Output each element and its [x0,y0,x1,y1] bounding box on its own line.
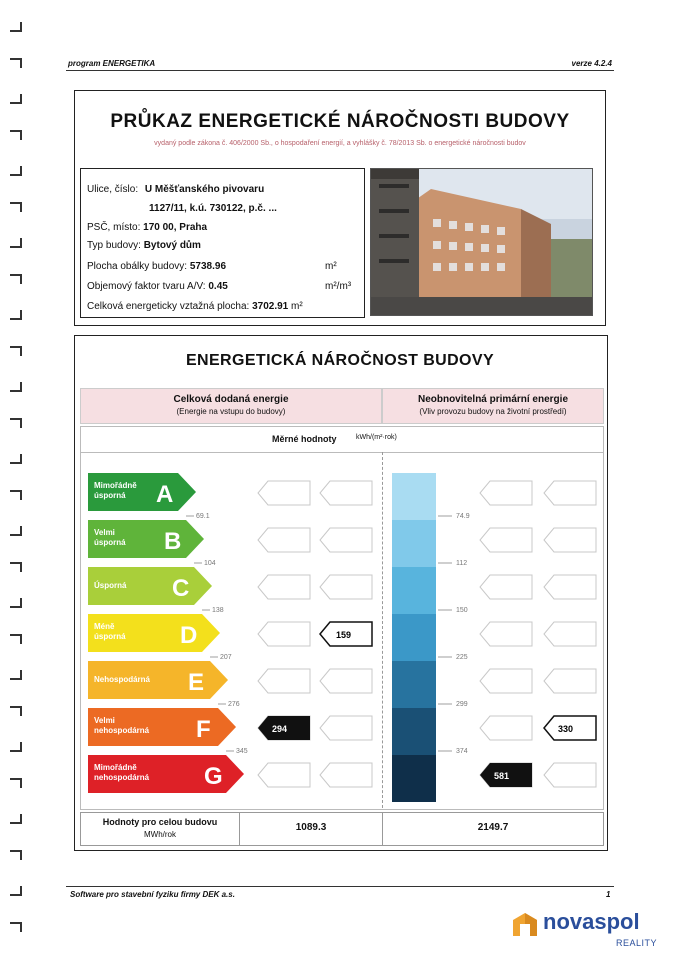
empty-pointer-box [320,575,372,599]
empty-pointer-box [544,763,596,787]
empty-pointer-box [320,763,372,787]
area-label: Plocha obálky budovy: [87,261,188,272]
type-value: Bytový dům [143,240,201,251]
empty-pointer-box [480,622,532,646]
class-letter-a: A [156,481,174,508]
empty-pointer-box [480,528,532,552]
empty-pointer-box [258,528,310,552]
class-label-d: Méně úsporná [94,622,126,641]
right-threshold: 299 [456,701,468,708]
empty-pointer-box [258,763,310,787]
area-value: 5738.96 [189,261,227,272]
factor-label: Objemový faktor tvaru A/V: [87,281,206,292]
empty-pointer-box [258,575,310,599]
right-head: Neobnovitelná primární energie [417,394,569,405]
psc-value: 170 00, Praha [143,222,208,233]
primary-energy-bar-a [392,473,436,520]
empty-pointer-box [258,622,310,646]
empty-pointer-box [258,669,310,693]
factor-unit: m²/m³ [325,281,352,292]
primary-energy-bar-f [392,708,436,755]
class-label-a: Mimořádně úsporná [94,481,137,500]
left-sub: (Energie na vstupu do budovy) [176,407,286,416]
class-letter-d: D [180,622,198,649]
certificate-subtitle: vydaný podle zákona č. 406/2000 Sb., o hospodaření energií, a vyhlášky č. 78/2013 Sb. o energetické náročnosti budov [154,140,526,147]
empty-pointer-box [480,716,532,740]
type-label: Typ budovy: [87,240,141,251]
street-value: U Měšťanského pivovaru [144,184,265,195]
total-unit: MWh/rok [144,830,176,839]
area-unit: m² [325,261,337,272]
left-threshold: 138 [212,607,224,614]
empty-pointer-box [258,481,310,505]
empty-pointer-box [544,481,596,505]
right-sub: (Vliv provozu budovy na životní prostředí) [419,407,567,416]
class-letter-c: C [172,575,190,602]
class-label-c: Úsporná [94,581,127,590]
empty-pointer-box [480,481,532,505]
program-version: verze 4.2.4 [571,59,612,68]
left-threshold: 345 [236,748,248,755]
building-value-right: 581 [494,771,510,781]
rating-title: ENERGETICKÁ NÁROČNOST BUDOVY [185,352,495,369]
empty-pointer-box [544,575,596,599]
total-left: 1089.3 [295,822,327,833]
empty-pointer-box [480,669,532,693]
empty-pointer-box [320,669,372,693]
primary-energy-bar-g [392,755,436,802]
specific-unit: kWh/(m²·rok) [356,434,397,441]
factor-value: 0.45 [208,281,228,292]
program-name: program ENERGETIKA [68,59,156,68]
primary-energy-bar-b [392,520,436,567]
empty-pointer-box [544,669,596,693]
class-letter-b: B [164,528,182,555]
novaspol-logo-icon [510,910,540,940]
left-threshold: 207 [220,654,232,661]
right-threshold: 374 [456,748,468,755]
class-letter-f: F [196,716,211,743]
reference-value-left: 159 [336,630,352,640]
street-label: Ulice, číslo: [87,184,139,195]
empty-pointer-box [320,528,372,552]
total-label: Hodnoty pro celou budovu [102,817,218,827]
left-threshold: 69.1 [196,513,210,520]
page-number: 1 [606,890,611,899]
total-right: 2149.7 [477,822,509,833]
class-label-e: Nehospodárná [94,675,151,684]
reference-value-right: 330 [558,724,574,734]
right-threshold: 112 [456,560,468,567]
energy-area-label: Celková energeticky vztažná plocha: [87,301,250,312]
empty-pointer-box [320,481,372,505]
logo-name: novaspol [543,909,640,934]
primary-energy-bar-c [392,567,436,614]
left-threshold: 104 [204,560,216,567]
footer-software: Software pro stavební fyziku firmy DEK a.s. [70,890,235,899]
right-threshold: 74.9 [456,513,470,520]
left-head: Celková dodaná energie [173,394,289,405]
empty-pointer-box [480,575,532,599]
empty-pointer-box [320,716,372,740]
specific-label: Měrné hodnoty [272,434,337,444]
psc-label: PSČ, místo: [87,222,141,233]
street-value-2: 1127/11, k.ú. 730122, p.č. ... [149,203,277,214]
energy-area-unit: m² [291,301,303,312]
left-threshold: 276 [228,701,240,708]
class-label-b: Velmi úsporná [94,528,126,547]
footer-rule [66,886,614,887]
right-threshold: 225 [456,654,468,661]
logo-sub: REALITY [616,938,658,948]
right-threshold: 150 [456,607,468,614]
empty-pointer-box [544,622,596,646]
primary-energy-bar-d [392,614,436,661]
class-letter-e: E [188,669,205,696]
class-label-f: Velmi nehospodárná [94,716,150,735]
class-label-g: Mimořádně nehospodárná [94,763,150,782]
class-letter-g: G [204,763,223,790]
building-value-left: 294 [272,724,288,734]
empty-pointer-box [544,528,596,552]
energy-area-value: 3702.91 [252,301,289,312]
certificate-title: PRŮKAZ ENERGETICKÉ NÁROČNOSTI BUDOVY [110,111,570,132]
primary-energy-bar-e [392,661,436,708]
